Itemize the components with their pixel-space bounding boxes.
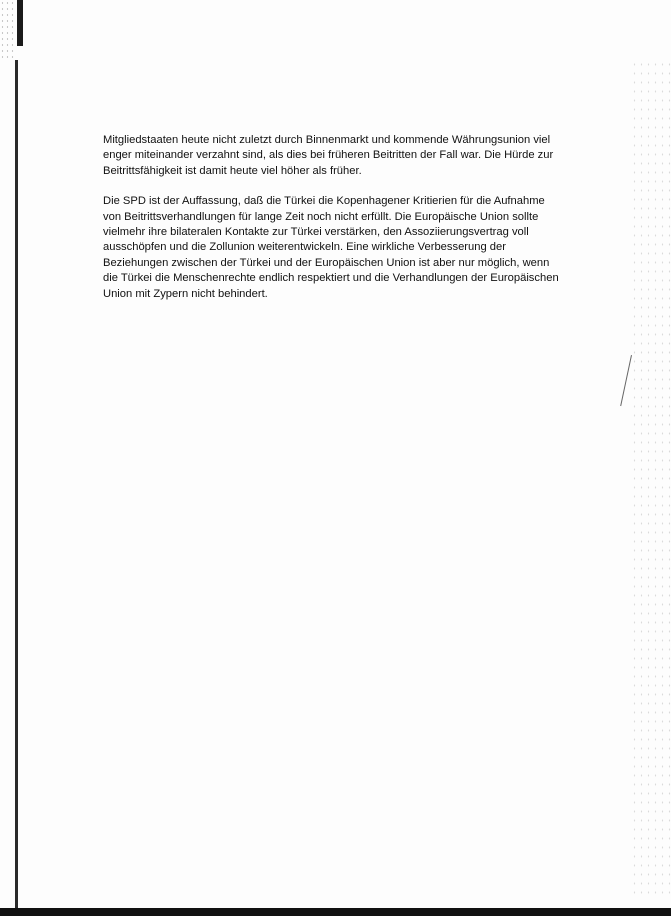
scan-edge-bottom (0, 908, 671, 916)
scan-edge-left (15, 60, 18, 910)
scan-noise-right (631, 60, 671, 900)
paragraph-2: Die SPD ist der Auffassung, daß die Türkei die Kopenhagener Kritierien für die Aufnahme von Beitrittsverhandlungen für lange Zeit noch nicht erfüllt. Die Europäische Union sollte vielmehr ihre bilateralen Kontakte zur Türkei verstärken, den Assoziierungsvertrag voll ausschöpfen und die Zollunion weiterentwickeln. Eine wirkliche Verbesserung der Beziehungen zwischen der Türkei und der Europäischen Union ist aber nur möglich, wenn die Türkei die Menschenrechte endlich respektiert und die Verhandlungen der Europäischen Union mit Zypern nicht behindert. (103, 195, 559, 300)
scan-edge-left-top (17, 0, 23, 46)
scan-noise-left (0, 0, 14, 60)
paragraph-1: Mitgliedstaaten heute nicht zuletzt durch Binnenmarkt und kommende Währungsunion viel enger miteinander verzahnt sind, als dies bei früheren Beitritten der Fall war. Die Hürde zur Beitrittsfähigkeit ist damit heute viel höher als früher. (103, 134, 554, 177)
document-body (103, 133, 563, 317)
